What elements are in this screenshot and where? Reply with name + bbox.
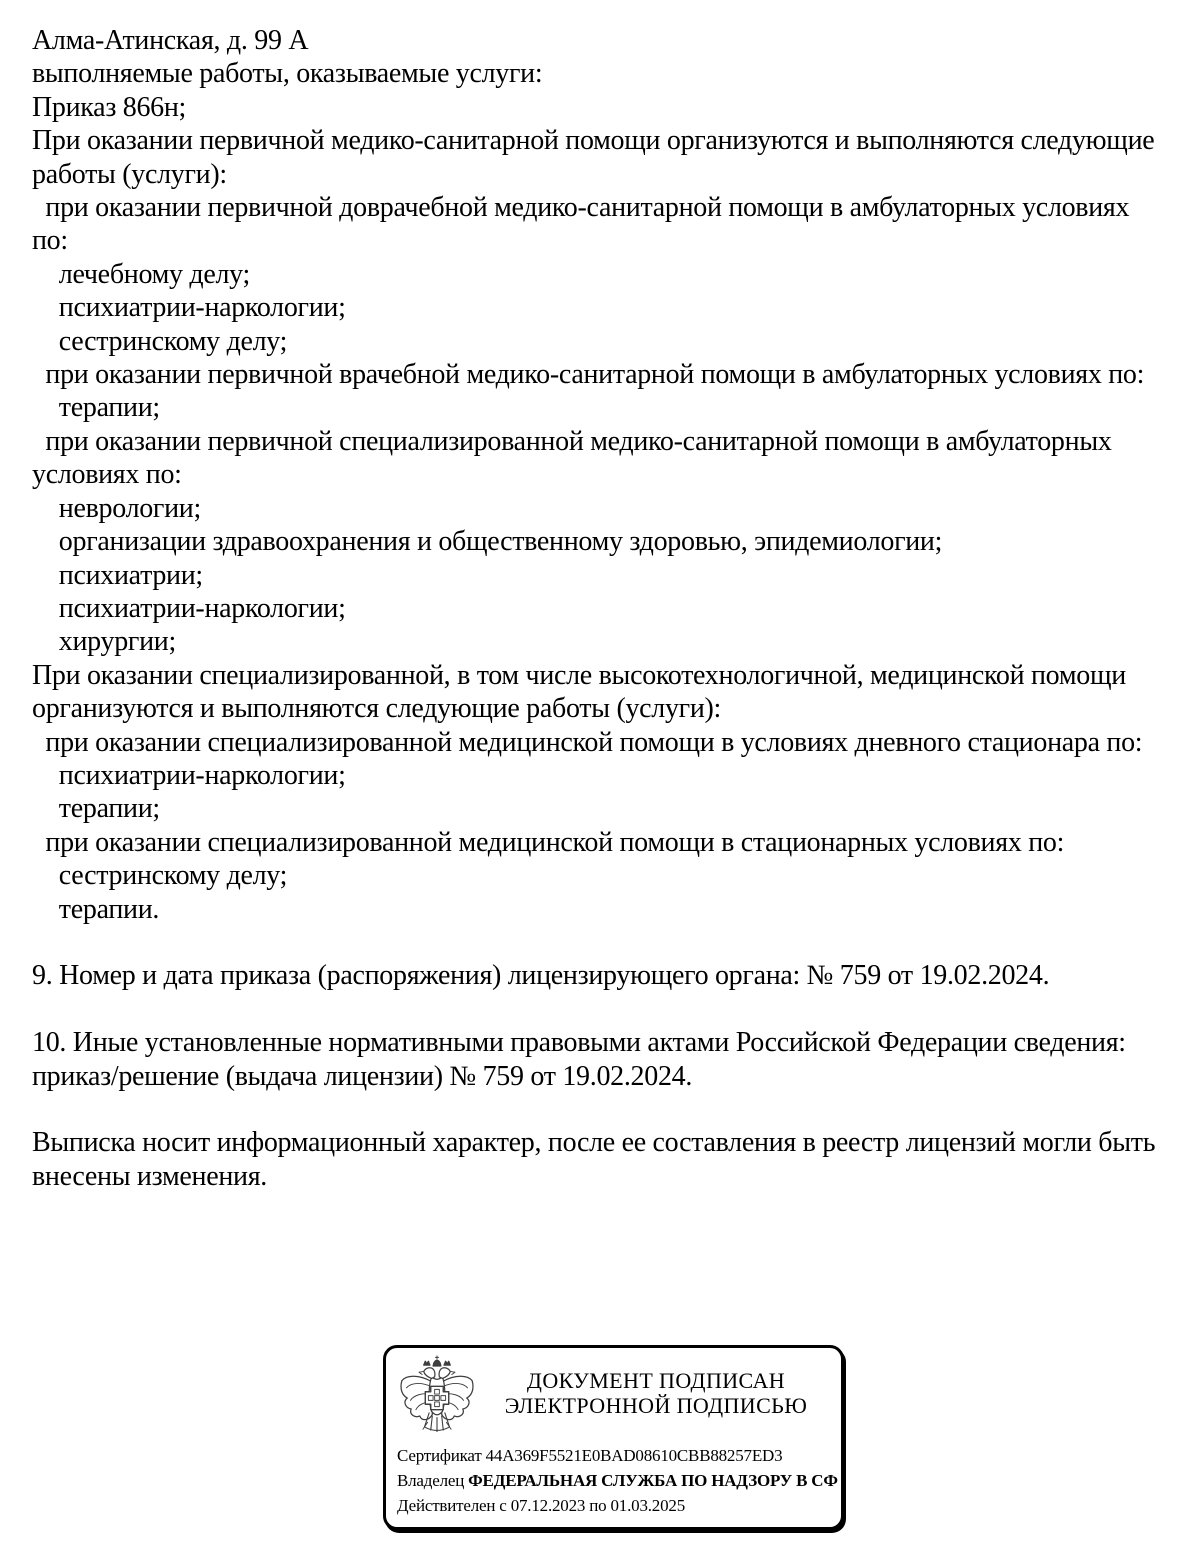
certificate-number: 44A369F5521E0BAD08610CBB88257ED3 [485,1446,783,1465]
doc-line: организации здравоохранения и общественному здоровью, эпидемиологии; [32,526,943,558]
doc-line: 9. Номер и дата приказа (распоряжения) лицензирующего органа: № 759 от 19.02.2024. [32,960,1050,992]
stamp-title-line2: ЭЛЕКТРОННОЙ ПОДПИСЬЮ [504,1393,808,1418]
doc-line [32,926,1200,959]
doc-line: Алма-Атинская, д. 99 А [32,25,309,56]
doc-line: Выписка носит информационный характер, после ее составления в реестр лицензий могли быть [32,1127,1156,1159]
certificate-label: Сертификат [397,1446,482,1465]
doc-line: хирургии; [32,626,176,658]
doc-line: психиатрии-наркологии; [32,592,346,624]
license-extract-text [32,24,1200,1193]
doc-line: организуются и выполняются следующие работы (услуги): [32,693,722,725]
doc-line: при оказании первичной специализированной медико-санитарной помощи в амбулаторных [32,425,1112,457]
owner-name: ФЕДЕРАЛЬНАЯ СЛУЖБА ПО НАДЗОРУ В СФ [468,1471,838,1490]
doc-line: сестринскому делу; [32,325,288,357]
doc-line: лечебному делу; [32,258,250,290]
validity-line [397,1493,841,1518]
doc-line: психиатрии; [32,559,203,591]
doc-line: выполняемые работы, оказываемые услуги: [32,58,543,90]
doc-line: по: [32,225,68,257]
doc-line: работы (услуги): [32,158,227,190]
doc-line: при оказании специализированной медицинской помощи в стационарных условиях по: [32,826,1065,858]
stamp-header [386,1348,841,1441]
stamp-info [397,1443,841,1518]
doc-line: психиатрии-наркологии; [32,292,346,324]
doc-line: терапии; [32,392,160,424]
doc-line: при оказании первичной врачебной медико-санитарной помощи в амбулаторных условиях по: [32,359,1145,391]
stamp-title-line1: ДОКУМЕНТ ПОДПИСАН [526,1368,786,1393]
doc-line: условиях по: [32,459,182,491]
doc-line: неврологии; [32,492,201,524]
stamp-title [477,1368,841,1418]
doc-line [32,1093,1200,1126]
doc-line: психиатрии-наркологии; [32,759,346,791]
doc-line: При оказании первичной медико-санитарной помощи организуются и выполняются следующие [32,125,1155,157]
electronic-signature-stamp [383,1345,844,1530]
doc-line: сестринскому делу; [32,860,288,892]
doc-line [32,993,1200,1026]
certificate-line [397,1443,841,1468]
owner-label: Владелец [397,1471,465,1490]
doc-line: внесены изменения. [32,1160,267,1192]
doc-line: 10. Иные установленные нормативными правовыми актами Российской Федерации сведения: [32,1027,1126,1059]
doc-line: при оказании специализированной медицинской помощи в условиях дневного стационара по: [32,726,1143,758]
doc-line: терапии; [32,793,160,825]
owner-line [397,1468,841,1493]
doc-line: терапии. [32,893,160,925]
doc-line: Приказ 866н; [32,91,187,123]
doc-line: при оказании первичной доврачебной медико-санитарной помощи в амбулаторных условиях [32,192,1130,224]
doc-line: При оказании специализированной, в том числе высокотехнологичной, медицинской помощи [32,659,1126,691]
doc-line: приказ/решение (выдача лицензии) № 759 от 19.02.2024. [32,1060,693,1092]
roszdravnadzor-eagle-icon [397,1355,477,1441]
validity-text: Действителен с 07.12.2023 по 01.03.2025 [397,1496,685,1515]
